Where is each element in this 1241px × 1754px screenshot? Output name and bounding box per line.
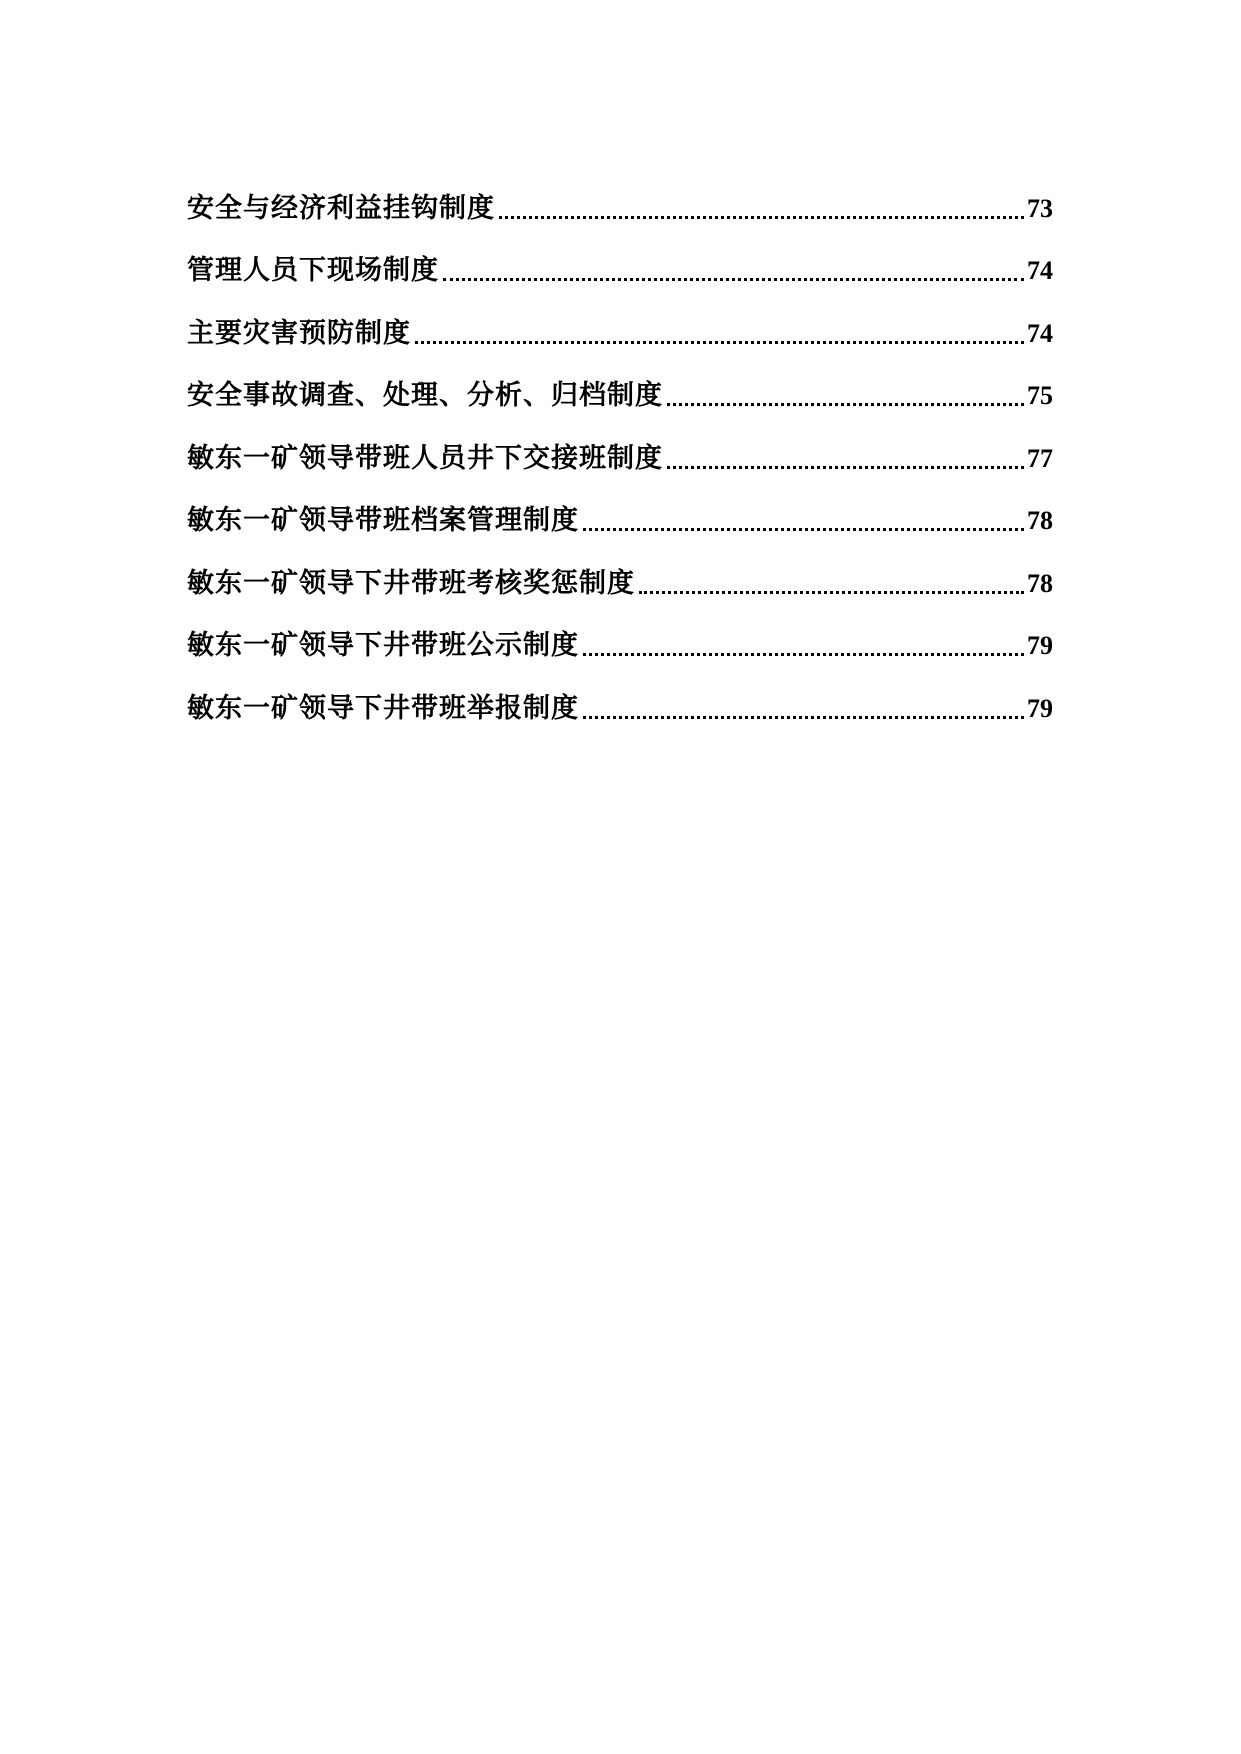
toc-entry[interactable]	[187, 541, 1053, 604]
table-of-contents	[187, 166, 1053, 729]
toc-entry-title: 管理人员下现场制度	[187, 255, 439, 286]
toc-entry[interactable]	[187, 354, 1053, 417]
toc-page-number: 78	[1027, 568, 1053, 598]
toc-entry[interactable]	[187, 416, 1053, 479]
toc-dot-leader	[583, 652, 1024, 656]
toc-entry[interactable]	[187, 666, 1053, 729]
toc-dot-leader	[499, 215, 1024, 219]
toc-entry-title: 敏东一矿领导下井带班公示制度	[187, 630, 579, 661]
toc-entry[interactable]	[187, 291, 1053, 354]
toc-page-number: 74	[1027, 256, 1053, 285]
toc-dot-leader	[583, 715, 1024, 719]
toc-entry[interactable]	[187, 229, 1053, 292]
toc-page-number: 79	[1027, 693, 1053, 723]
toc-dot-leader	[583, 527, 1024, 531]
toc-page-number: 75	[1027, 381, 1053, 410]
toc-dot-leader	[443, 277, 1024, 281]
toc-page-number: 77	[1027, 443, 1053, 473]
toc-page-number: 73	[1027, 193, 1053, 223]
toc-dot-leader	[667, 465, 1024, 469]
toc-entry-title: 主要灾害预防制度	[187, 317, 411, 349]
toc-dot-leader	[667, 402, 1024, 406]
toc-page-number: 78	[1027, 506, 1053, 535]
toc-entry-title: 安全事故调查、处理、分析、归档制度	[187, 380, 663, 411]
toc-entry-title: 敏东一矿领导下井带班考核奖惩制度	[187, 567, 635, 599]
toc-entry-title: 敏东一矿领导带班人员井下交接班制度	[187, 442, 663, 474]
toc-dot-leader	[639, 590, 1024, 594]
toc-entry[interactable]	[187, 604, 1053, 667]
toc-entry-title: 敏东一矿领导下井带班举报制度	[187, 692, 579, 724]
toc-entry[interactable]	[187, 479, 1053, 542]
toc-page-number: 74	[1027, 318, 1053, 348]
toc-entry-title: 敏东一矿领导带班档案管理制度	[187, 505, 579, 536]
toc-entry[interactable]	[187, 166, 1053, 229]
toc-entry-title: 安全与经济利益挂钩制度	[187, 192, 495, 224]
toc-page-number: 79	[1027, 631, 1053, 660]
toc-dot-leader	[415, 340, 1024, 344]
